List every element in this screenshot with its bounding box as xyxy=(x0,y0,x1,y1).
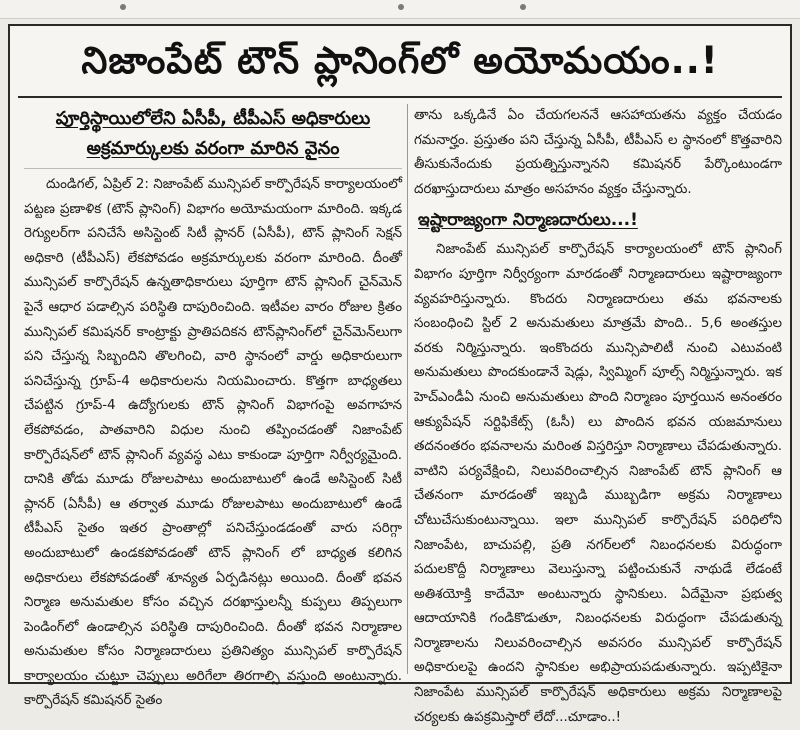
right-body-top xyxy=(414,104,782,202)
article-clipping xyxy=(8,24,792,725)
headline-rule xyxy=(18,96,782,98)
kicker-primary: పూర్తిస్థాయిలోలేని ఏసీపీ, టీపీఎస్ అధికారులు xyxy=(55,108,371,129)
article-headline: నిజాంపేట్ టౌన్ ప్లానింగ్‌లో అయోమయం..! xyxy=(81,39,719,82)
left-column xyxy=(24,104,402,709)
right-paragraph-1: తాను ఒక్కడినే ఏం చేయగలననే ఆసహాయతను వ్యక్తం చేయడం గమనార్హం. ప్రస్తుతం పని చేస్తున్న ఏసీపీ, టీపీఎస్ ల స్థానంలో కొత్తవారిని తీసుకునేందుకు ప్రయత్నిస్తున్నానని కమిషనర్ పేర్కొంటుండగా దరఖాస్తుదారులు మాత్రం అసహనం వ్యక్తం చేస్తున్నారు. xyxy=(414,108,782,197)
column-divider xyxy=(407,104,408,674)
kicker-divider xyxy=(24,168,402,169)
left-body xyxy=(24,173,402,714)
right-paragraph-2: నిజాంపేట్ మున్సిపల్ కార్పొరేషన్ కార్యాలయంలో టౌన్ ప్లానింగ్ విభాగం పూర్తిగా నిర్వీర్యంగా మారడంతో నిర్మాణదారులు ఇష్టారాజ్యంగా వ్యవహరిస్తున్నారు. కొందరు నిర్మాణదారులు తమ భవనాలకు సంబంధించి స్టిల్ 2 అనుమతులు మాత్రమే పొంది.. 5,6 అంతస్తుల వరకు నిర్మిస్తున్నారు. ఇంకొందరు మున్సిపాలిటీ నుంచి ఎటువంటి అనుమతులు పొందకుండానే షెడ్లు, స్విమ్మింగ్ పూల్స్ నిర్మిస్తున్నారు. ఇక హెచ్ఎండీఏ నుంచి అనుమతులు పొంది నిర్మాణం పూర్తయిన అనంతరం ఆక్యుపేషన్ సర్టిఫికేట్స్ (ఓసీ) లు పొందిన భవన యజమానులు తదనంతరం భవనాలను మరింత విస్తరిస్తూ నిర్మాణాలు చేపడుతున్నారు. వాటిని పర్యవేక్షించి, నిలువరించాల్సిన నిజాంపేట్ టౌన్ ప్లానింగ్ ఆ చేతనంగా మారడంతో ఇబ్బడి ముబ్బడిగా అక్రమ నిర్మాణాలు చోటుచేసుకుంటున్నాయి. ఇలా మున్సిపల్ కార్పొరేషన్ పరిధిలోని నిజాంపేట, బాచుపల్లి, ప్రతి నగర్‌లలో నిబంధనలకు విరుద్ధంగా పదులకొద్దీ నిర్మాణాలు వెలుస్తున్నా పట్టించుకునే నాథుడే లేడంటే అతిశయోక్తి కాదేమో అంటున్నారు స్థానికులు. ఏదేమైనా ప్రభుత్వ ఆదాయానికి గండికొడుతూ, నిబంధనలకు విరుద్ధంగా చేపడుతున్న నిర్మాణాలను నిలువరించాల్సిన అవసరం మున్సిపల్ కార్పొరేషన్ అధికారులపై ఉందని స్థానికుల అభిప్రాయపడుతున్నారు. ఇప్పటికైనా నిజాంపేట మున్సిపల్ కార్పొరేషన్ అధికారులు అక్రమ నిర్మాణాలపై చర్యలకు ఉపక్రమిస్తారో లేదో...చూడాం..! xyxy=(414,242,782,725)
subheading: ఇష్టారాజ్యంగా నిర్మాణదారులు...! xyxy=(418,210,638,231)
bullet-icon xyxy=(520,4,526,10)
right-column xyxy=(414,104,782,725)
top-strip xyxy=(0,0,800,19)
bullet-icon xyxy=(398,4,404,10)
kicker-secondary: అక్రమార్కులకు వరంగా మారిన వైనం xyxy=(86,138,340,159)
left-paragraph: దుండిగల్, ఏప్రిల్ 2: నిజాంపేట్ మున్సిపల్ కార్పొరేషన్ కార్యాలయంలో పట్టణ ప్రణాళిక (టౌన్ ప్లానింగ్) విభాగం అయోమయంగా మారింది. ఇక్కడ రెగ్యులర్‌గా పనిచేసే అసిస్టెంట్ సిటీ ప్లానర్ (ఏసీపీ), టౌన్ ప్లానింగ్ సెక్షన్ అధికారి (టీపీఎస్) లేకపోవడం అక్రమార్కులకు వరంగా మారింది. దీంతో మున్సిపల్ కార్పొరేషన్ ఉన్నతాధికారులు పూర్తిగా టౌన్ ప్లానింగ్ చైన్‌మెన్‌ పైనే ఆధార పడాల్సిన పరిస్థితి దాపురించింది. ఇటీవల వారం రోజుల క్రితం మున్సిపల్ కమిషనర్ కాంట్రాక్టు ప్రాతిపదికన టౌన్‌ప్లానింగ్‌లో చైన్‌మెన్‌లుగా పని చేస్తున్న సిబ్బందిని తొలగించి, వారి స్థానంలో వార్డు అధికారులుగా పనిచేస్తున్న గ్రూప్-4 అధికారులను నియమించారు. కొత్తగా బాధ్యతలు చేపట్టిన గ్రూప్-4 ఉద్యోగులకు టౌన్ ప్లానింగ్ విభాగంపై అవగాహన లేకపోవడం, పాతవారిని విధుల నుంచి తప్పించడంతో నిజాంపేట్ కార్పొరేషన్‌లో టౌన్ ప్లానింగ్ వ్యవస్థ ఎటు కాకుండా పూర్తిగా నిర్వీర్యమైంది. దానికి తోడు మూడు రోజులపాటు అందుబాటులో ఉండే అసిస్టెంట్ సిటీ ప్లానర్ (ఏసీపీ) ఆ తర్వాత మూడు రోజులపాటు అందుబాటులో ఉండే టీపీఎస్ సైతం ఇతర ప్రాంతాల్లో పనిచేస్తుండడంతో వారు సరిగ్గా అందుబాటులో ఉండకపోవడంతో టౌన్ ప్లానింగ్ లో బాధ్యత కలిగిన అధికారులు లేకపోవడంతో శూన్యత ఏర్పడినట్లు అయింది. దీంతో భవన నిర్మాణ అనుమతుల కోసం వచ్చిన దరఖాస్తులన్నీ కుప్పలు తిప్పలుగా పెండింగ్‌లో ఉండాల్సిన పరిస్థితి దాపురించింది. దీంతో భవన నిర్మాణాల అనుమతుల కోసం నిర్మాణదారులు ప్రతినిత్యం మున్సిపల్ కార్పొరేషన్ కార్యాలయం చుట్టూ చెప్పులు అరిగేలా తిరగాల్సి వస్తుంది అంటున్నారు. కార్పొరేషన్ కమిషనర్ సైతం xyxy=(24,177,402,709)
right-body-bottom xyxy=(414,238,782,730)
bullet-icon xyxy=(120,4,126,10)
